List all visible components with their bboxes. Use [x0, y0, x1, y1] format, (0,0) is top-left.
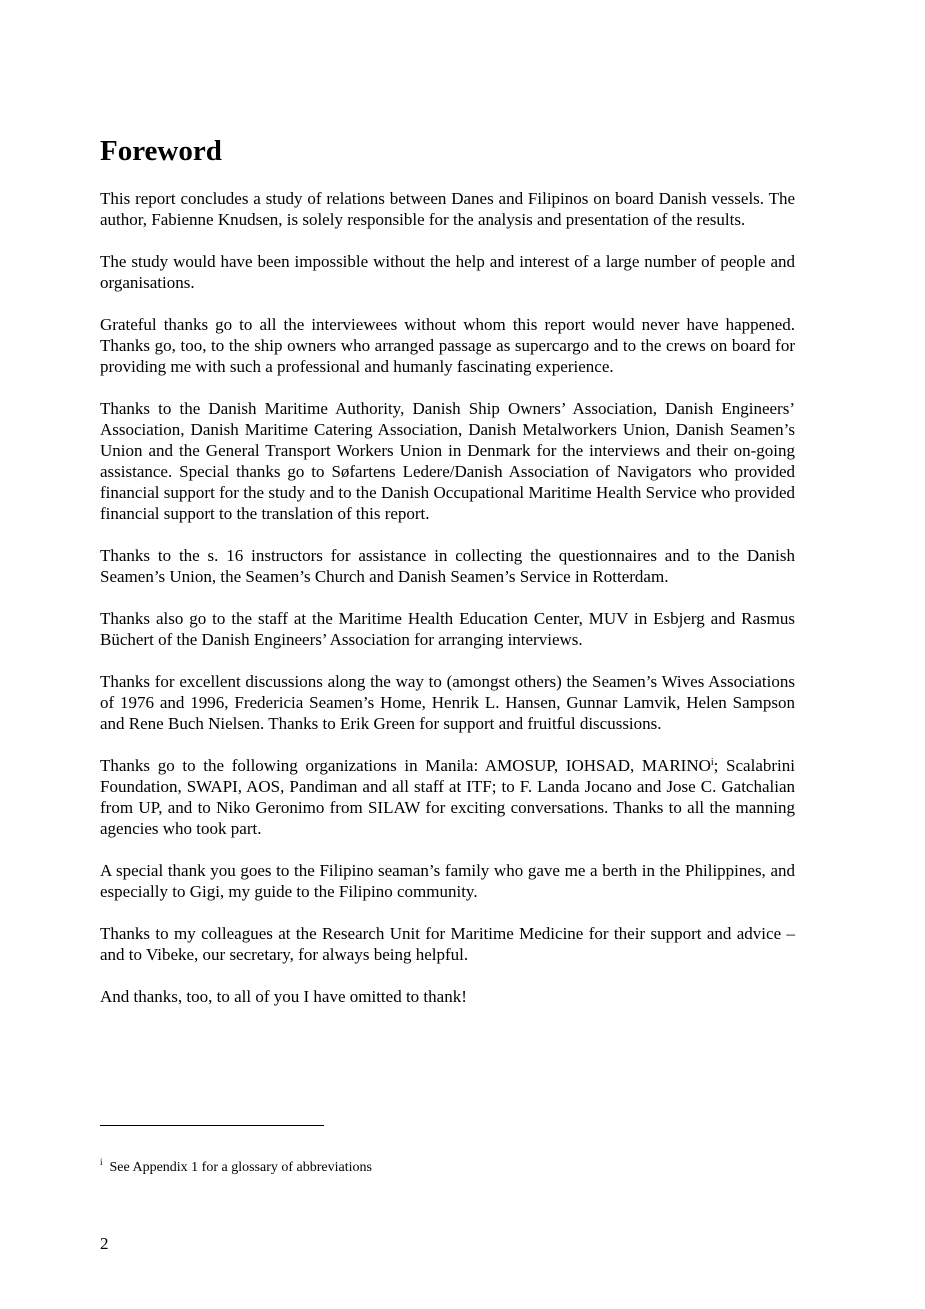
- footnote-divider: [100, 1125, 324, 1126]
- document-page: [100, 0, 795, 1309]
- manila-text-end: ; Scalabrini Foundation, SWAPI, AOS, Pandiman and all staff at ITF; to F. Landa Jocano and Jose C. Gatchalian from UP, and to Niko Geronimo from SILAW for exciting conversations. Thanks to all the manning agencies who took part.: [100, 756, 795, 838]
- paragraph-discussions: Thanks for excellent discussions along the way to (amongst others) the Seamen’s Wives Associations of 1976 and 1996, Fredericia Seamen’s Home, Henrik L. Hansen, Gunnar Lamvik, Helen Sampson and Rene Buch Nielsen. Thanks to Erik Green for support and fruitful discussions.: [100, 672, 795, 733]
- footnote: [100, 1159, 372, 1177]
- foreword-body: [100, 188, 795, 1028]
- paragraph-colleagues: Thanks to my colleagues at the Research Unit for Maritime Medicine for their support and advice – and to Vibeke, our secretary, for always being helpful.: [100, 924, 795, 964]
- footnote-marker: i: [100, 1157, 103, 1167]
- paragraph-organisations: Thanks to the Danish Maritime Authority, Danish Ship Owners’ Association, Danish Engineers’ Association, Danish Maritime Catering Association, Danish Metalworkers Union, Danish Seamen’s Union and the General Transport Workers Union in Denmark for the interviews and their on-going assistance. Special thanks go to Søfartens Ledere/Danish Association of Navigators who provided financial support for the study and to the Danish Occupational Maritime Health Service who provided financial support to the translation of this report.: [100, 399, 795, 523]
- paragraph-staff: Thanks also go to the staff at the Maritime Health Education Center, MUV in Esbjerg and Rasmus Büchert of the Danish Engineers’ Association for arranging interviews.: [100, 609, 795, 649]
- paragraph-manila: [100, 755, 795, 839]
- footnote-reference[interactable]: i: [710, 757, 714, 768]
- paragraph-intro: This report concludes a study of relations between Danes and Filipinos on board Danish vessels. The author, Fabienne Knudsen, is solely responsible for the analysis and presentation of the results.: [100, 189, 795, 229]
- page-number: 2: [100, 1234, 109, 1253]
- paragraph-instructors: Thanks to the s. 16 instructors for assistance in collecting the questionnaires and to the Danish Seamen’s Union, the Seamen’s Church and Danish Seamen’s Service in Rotterdam.: [100, 546, 795, 586]
- paragraph-interviewees: Grateful thanks go to all the interviewees without whom this report would never have happened. Thanks go, too, to the ship owners who arranged passage as supercargo and to the crews on board for providing me with such a professional and humanly fascinating experience.: [100, 315, 795, 376]
- page-title: Foreword: [100, 135, 222, 167]
- paragraph-help: The study would have been impossible without the help and interest of a large number of people and organisations.: [100, 252, 795, 292]
- paragraph-family: A special thank you goes to the Filipino seaman’s family who gave me a berth in the Philippines, and especially to Gigi, my guide to the Filipino community.: [100, 861, 795, 901]
- footnote-text: See Appendix 1 for a glossary of abbreviations: [109, 1160, 372, 1175]
- manila-text-start: Thanks go to the following organizations in Manila: AMOSUP, IOHSAD, MARINO: [100, 756, 711, 775]
- paragraph-closing: And thanks, too, to all of you I have omitted to thank!: [100, 987, 467, 1006]
